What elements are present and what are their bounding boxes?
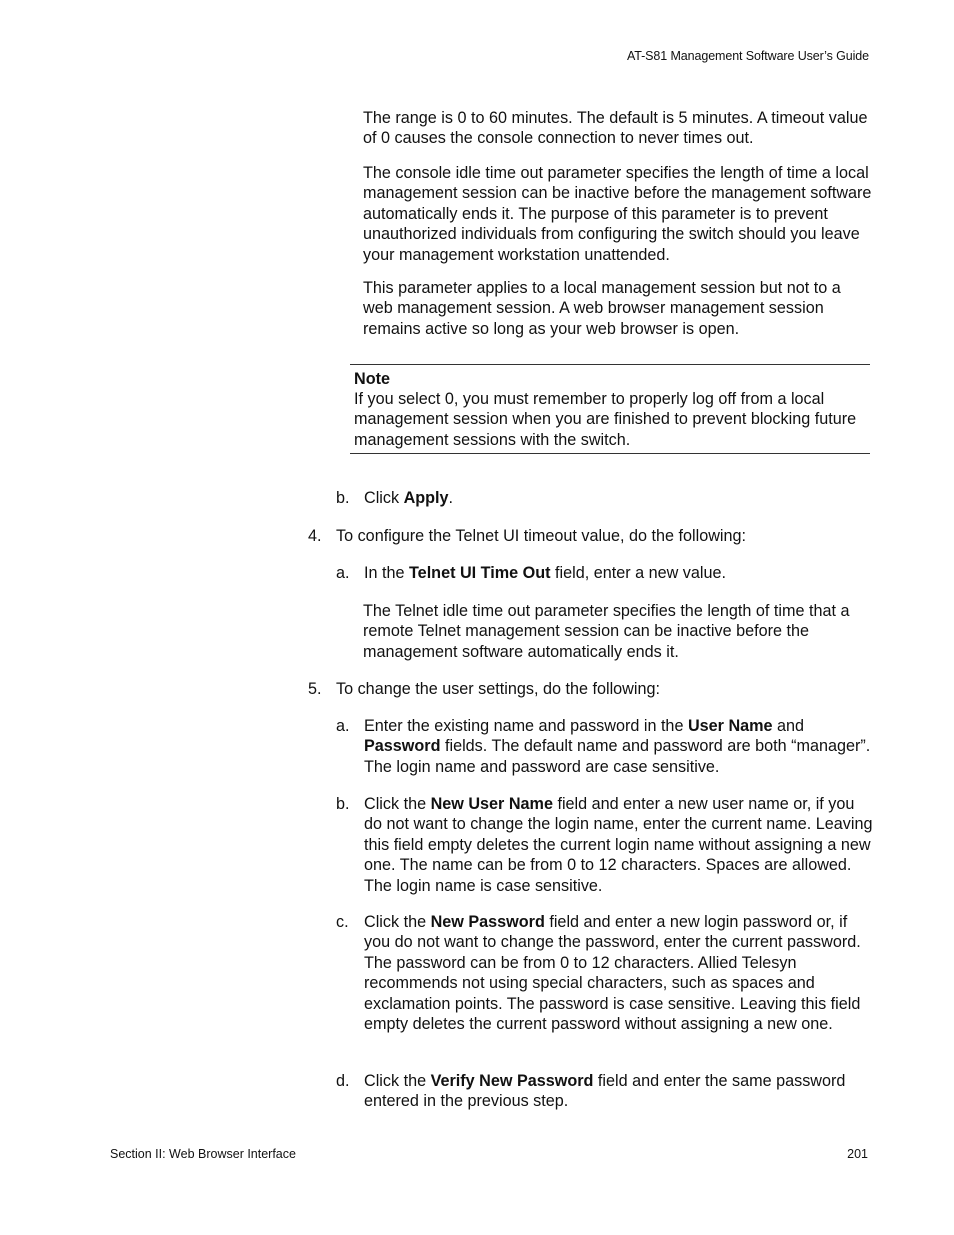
footer-section: Section II: Web Browser Interface <box>110 1147 296 1161</box>
step-3b-text: Click Apply. <box>364 489 454 507</box>
step-5d-marker: d. <box>336 1072 350 1090</box>
paragraph-local-session: This parameter applies to a local management session but not to a web management session. A web browser management session remains active so long as your web browser is open. <box>363 279 841 338</box>
step-4-text: To configure the Telnet UI timeout value, do the following: <box>336 527 747 545</box>
step-5b-text: Click the New User Name field and enter a new user name or, if you do not want to change the login name, enter the current name. Leaving this field empty deletes the current login name without assigning a new one. The name can be from 0 to 12 characters. Spaces are allowed. The login name is case sensitive. <box>364 795 873 895</box>
note-title: Note <box>354 370 390 388</box>
step-3b-marker: b. <box>336 489 350 507</box>
running-header: AT-S81 Management Software User’s Guide <box>626 49 869 63</box>
user-name-label: User Name <box>687 717 773 735</box>
step-4-marker: 4. <box>308 527 322 545</box>
step-5-text: To change the user settings, do the following: <box>336 680 660 698</box>
step-5-marker: 5. <box>308 680 322 698</box>
note-text: If you select 0, you must remember to properly log off from a local management session when you are finished to prevent blocking future management sessions with the switch. <box>354 390 857 449</box>
step-4a-text: In the Telnet UI Time Out field, enter a new value. <box>364 564 726 582</box>
note-box <box>350 364 870 454</box>
paragraph-timeout-range: The range is 0 to 60 minutes. The default is 5 minutes. A timeout value of 0 causes the console connection to never times out. <box>363 109 868 148</box>
new-password-label: New Password <box>430 913 545 931</box>
new-user-name-label: New User Name <box>430 795 553 813</box>
password-label: Password <box>364 737 441 756</box>
step-4a-marker: a. <box>336 564 350 582</box>
step-5a-text: Enter the existing name and password in the User Name and Password fields. The default name and password are both “manager”. The login name and password are case sensitive. <box>364 717 871 776</box>
telnet-ui-time-out-label: Telnet UI Time Out <box>409 564 551 582</box>
step-5b-marker: b. <box>336 795 350 813</box>
step-5d-text: Click the Verify New Password field and enter the same password entered in the previous step. <box>364 1072 846 1111</box>
footer-page-number: 201 <box>847 1147 868 1161</box>
paragraph-console-idle: The console idle time out parameter specifies the length of time a local management session can be inactive before the management software automatically ends it. The purpose of this parameter is to prevent unauthorized individuals from configuring the switch should you leave your management workstation unattended. <box>363 164 872 264</box>
step-5a-marker: a. <box>336 717 350 735</box>
verify-new-password-label: Verify New Password <box>430 1072 594 1090</box>
step-5c-marker: c. <box>336 913 349 931</box>
paragraph-telnet-idle: The Telnet idle time out parameter specifies the length of time that a remote Telnet management session can be inactive before the management software automatically ends it. <box>363 602 850 661</box>
apply-label: Apply <box>403 489 449 507</box>
step-5c-text: Click the New Password field and enter a new login password or, if you do not want to change the password, enter the current password. The password can be from 0 to 12 characters. Allied Telesyn recommends not using special characters, such as spaces and exclamation points. The password is case sensitive. Leaving this field empty deletes the current password without assigning a new one. <box>364 913 861 1034</box>
